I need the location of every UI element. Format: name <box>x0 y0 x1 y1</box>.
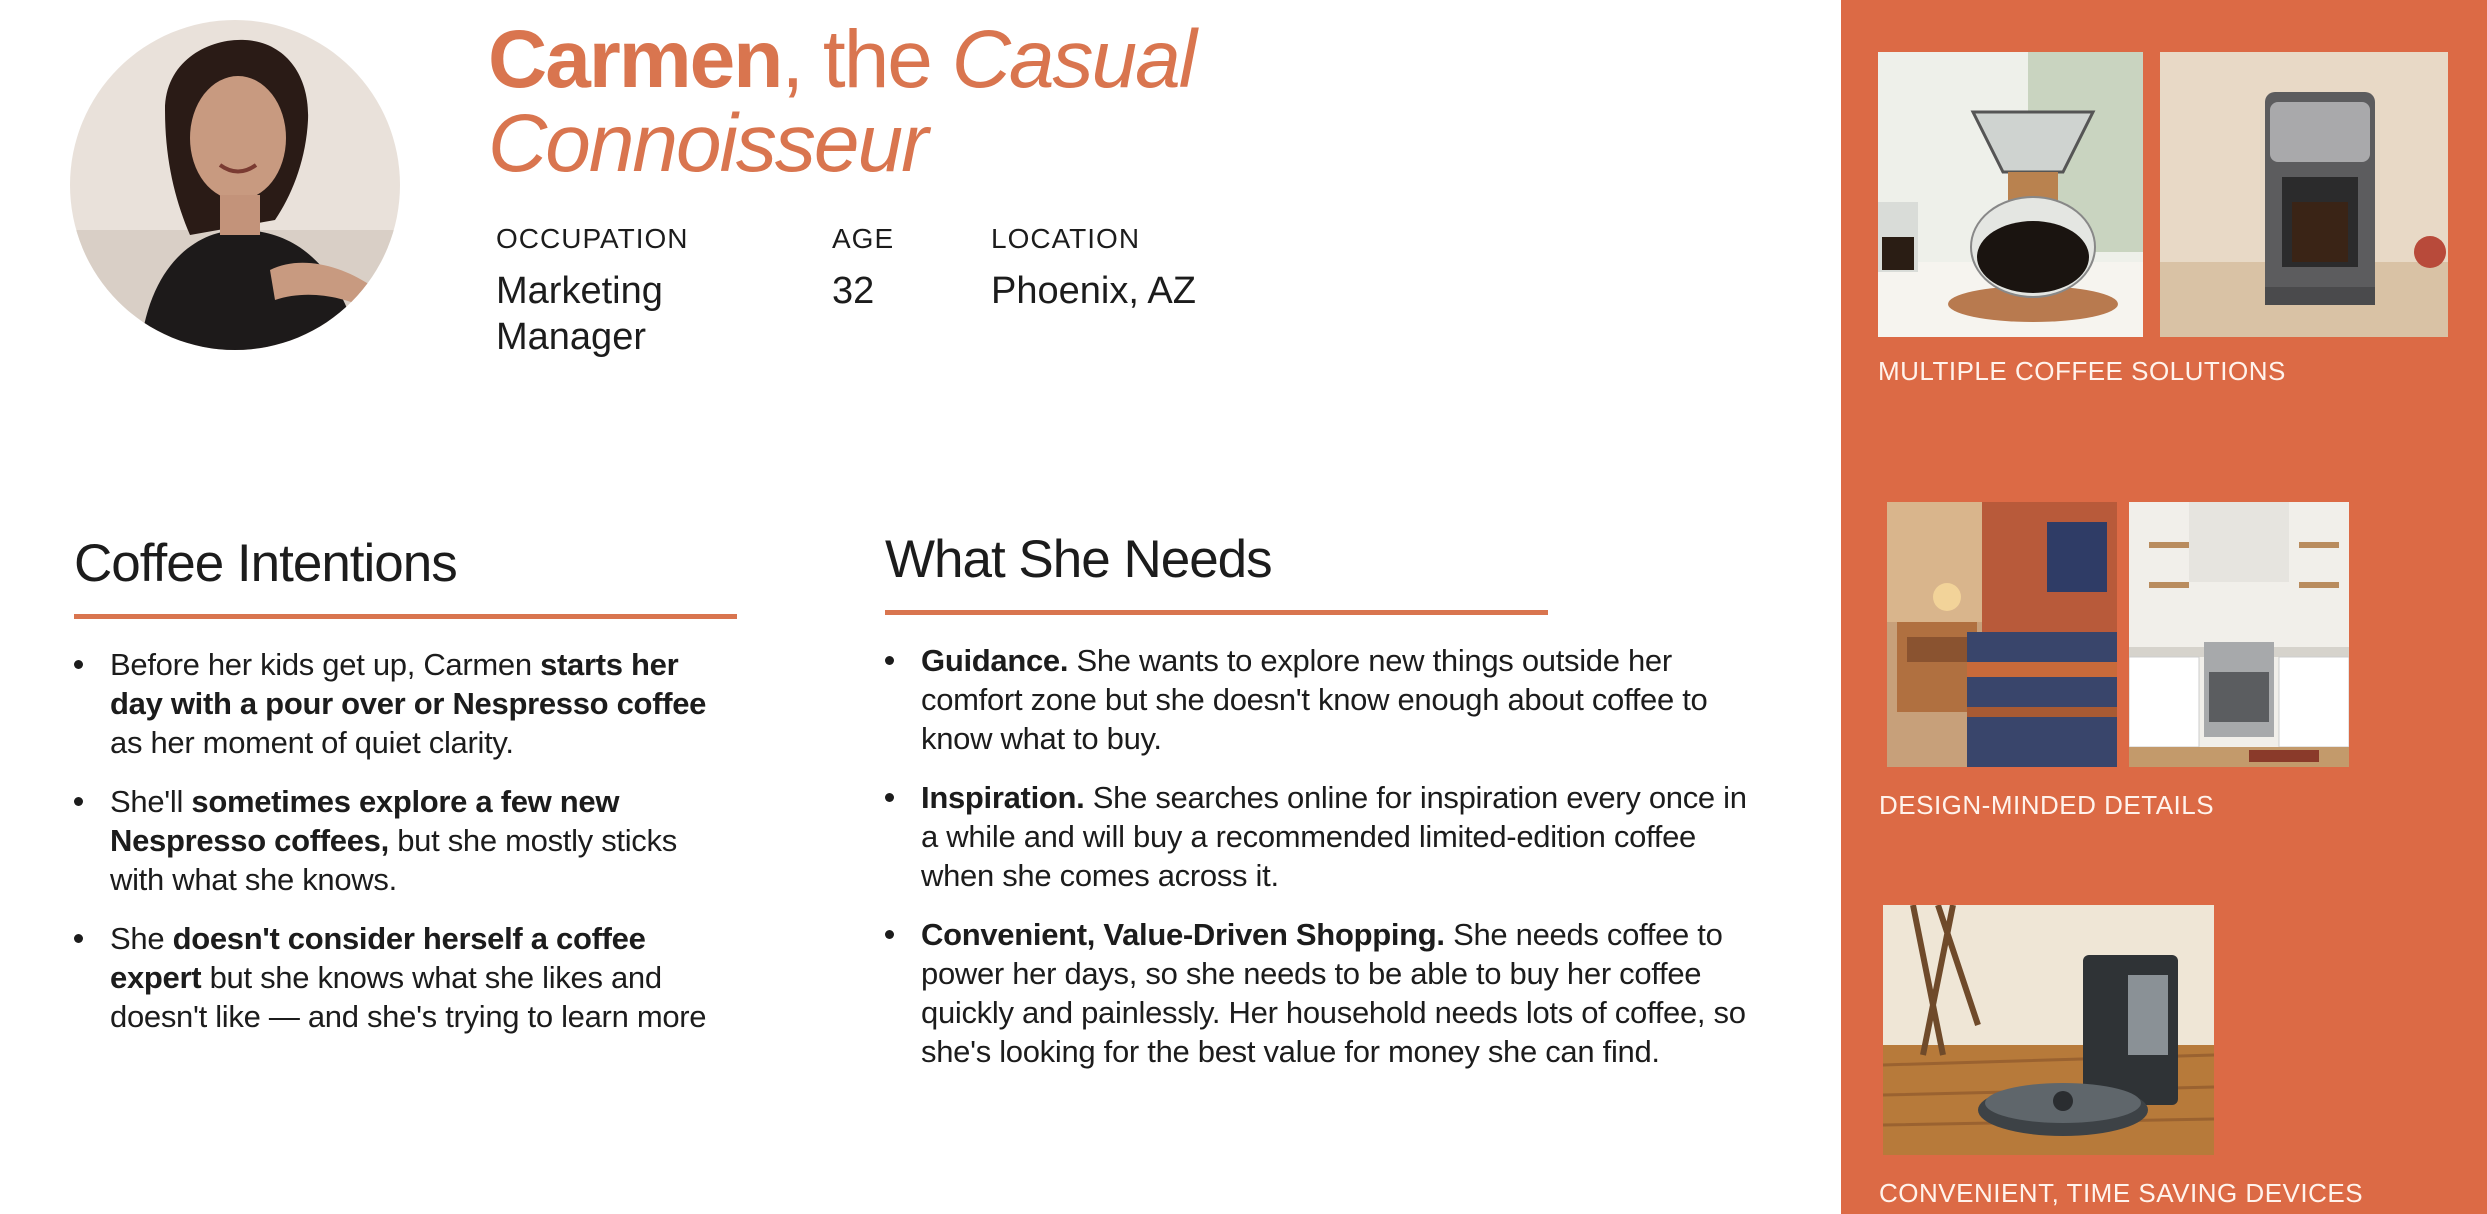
item-text: but she mostly sticks with what she knows. <box>110 823 677 897</box>
item-text: She <box>110 921 173 956</box>
item-text: Before her kids get up, Carmen <box>110 647 541 682</box>
item-emphasis: doesn't consider herself a coffee expert <box>110 921 646 995</box>
list-item <box>74 919 737 1036</box>
location-block <box>991 222 1291 314</box>
caption-convenient-devices: CONVENIENT, TIME SAVING DEVICES <box>1879 1178 2364 1208</box>
coffee-intentions-list <box>74 645 737 1036</box>
item-emphasis: sometimes explore a few new Nespresso coffees, <box>110 784 620 858</box>
coffee-intentions-section <box>74 532 737 1056</box>
bedroom-photo <box>1887 502 2117 767</box>
persona-photo <box>70 20 400 350</box>
nespresso-machine-photo <box>2160 52 2448 337</box>
list-item <box>74 645 737 762</box>
coffee-intentions-heading: Coffee Intentions <box>74 532 737 619</box>
item-emphasis: starts her day with a pour over or Nespresso coffee <box>110 647 707 721</box>
robot-vacuum-photo <box>1883 905 2214 1155</box>
occupation-value <box>496 268 796 360</box>
title-italic-line-1: Casual <box>951 14 1195 105</box>
occupation-label: OCCUPATION <box>496 223 689 254</box>
item-emphasis: Guidance. <box>921 643 1069 678</box>
occupation-value-line-2: Manager <box>496 316 646 358</box>
occupation-value-line-1: Marketing <box>496 270 663 312</box>
bullet-icon <box>885 656 894 665</box>
kitchen-photo <box>2129 502 2349 767</box>
title-italic-line-2: Connoisseur <box>488 98 927 189</box>
item-text: She needs coffee to power her days, so she needs to be able to buy her coffee quickly and painlessly. Her household needs lots of coffee, so she's looking for the best value for money she can find. <box>921 917 1746 1069</box>
list-item <box>885 778 1765 895</box>
item-text: She wants to explore new things outside her comfort zone but she doesn't know enough about coffee to know what to buy. <box>921 643 1708 756</box>
what-she-needs-section <box>885 528 1747 1091</box>
item-text: She searches online for inspiration every once in a while and will buy a recommended limited-edition coffee when she comes across it. <box>921 780 1747 893</box>
list-item <box>885 641 1765 758</box>
bullet-icon <box>885 793 894 802</box>
pour-over-photo <box>1878 52 2143 337</box>
what-she-needs-heading: What She Needs <box>885 528 1548 615</box>
bullet-icon <box>74 797 83 806</box>
persona-avatar <box>70 20 400 350</box>
location-label: LOCATION <box>991 223 1141 254</box>
item-emphasis: Inspiration. <box>921 780 1085 815</box>
item-text: She'll <box>110 784 192 819</box>
list-item <box>74 782 737 899</box>
what-she-needs-list <box>885 641 1765 1071</box>
age-block <box>832 222 952 314</box>
occupation-block <box>496 222 796 360</box>
item-text: but she knows what she likes and doesn't like — and she's trying to learn more <box>110 960 707 1034</box>
caption-design-minded-details: DESIGN-MINDED DETAILS <box>1879 790 2215 820</box>
title-connector: , the <box>781 14 952 105</box>
item-emphasis: Convenient, Value-Driven Shopping. <box>921 917 1445 952</box>
bullet-icon <box>885 930 894 939</box>
caption-multiple-coffee-solutions: MULTIPLE COFFEE SOLUTIONS <box>1878 356 2286 386</box>
location-value: Phoenix, AZ <box>991 270 1196 312</box>
persona-name: Carmen <box>488 14 782 105</box>
item-text: as her moment of quiet clarity. <box>110 725 514 760</box>
age-label: AGE <box>832 223 895 254</box>
bullet-icon <box>74 934 83 943</box>
bullet-icon <box>74 660 83 669</box>
list-item <box>885 915 1765 1071</box>
age-value: 32 <box>832 270 875 312</box>
persona-title <box>488 14 1195 189</box>
